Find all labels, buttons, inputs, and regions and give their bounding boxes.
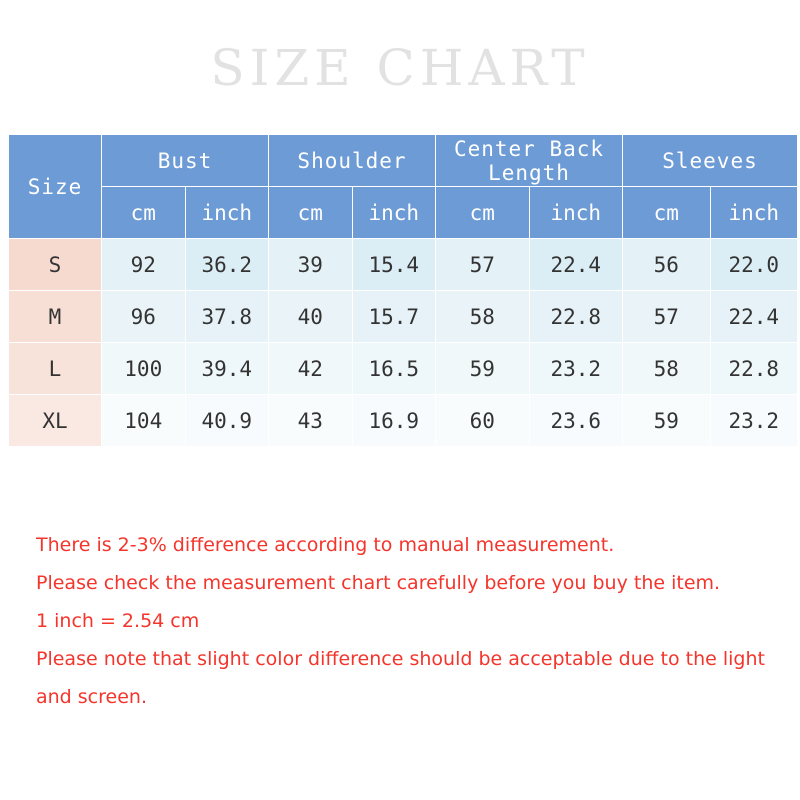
header-shoulder-cm: cm xyxy=(269,187,353,239)
header-bust-cm: cm xyxy=(102,187,186,239)
cell-cbl-cm: 59 xyxy=(436,343,530,395)
cell-cbl-cm: 57 xyxy=(436,239,530,291)
table-header-row-units xyxy=(9,187,798,239)
header-shoulder: Shoulder xyxy=(269,135,436,187)
header-center-back-length: Center Back Length xyxy=(436,135,623,187)
note-measurement-difference: There is 2-3% difference according to manual measurement. xyxy=(36,534,615,556)
row-size: S xyxy=(9,239,102,291)
row-size: XL xyxy=(9,395,102,447)
header-sleeves: Sleeves xyxy=(623,135,798,187)
cell-bust-inch: 37.8 xyxy=(185,291,269,343)
header-sleeves-cm: cm xyxy=(623,187,711,239)
header-shoulder-inch: inch xyxy=(352,187,436,239)
cell-bust-cm: 96 xyxy=(102,291,186,343)
notes-section xyxy=(36,526,776,716)
cell-sleeves-inch: 22.4 xyxy=(710,291,798,343)
cell-bust-inch: 36.2 xyxy=(185,239,269,291)
header-sleeves-inch: inch xyxy=(710,187,798,239)
cell-sleeves-inch: 22.8 xyxy=(710,343,798,395)
cell-sleeves-cm: 58 xyxy=(623,343,711,395)
table-row xyxy=(9,291,798,343)
table-row xyxy=(9,343,798,395)
cell-sleeves-cm: 56 xyxy=(623,239,711,291)
table-row xyxy=(9,239,798,291)
cell-shoulder-cm: 43 xyxy=(269,395,353,447)
cell-cbl-inch: 22.8 xyxy=(529,291,623,343)
row-size: M xyxy=(9,291,102,343)
cell-shoulder-cm: 42 xyxy=(269,343,353,395)
cell-sleeves-inch: 23.2 xyxy=(710,395,798,447)
cell-cbl-inch: 22.4 xyxy=(529,239,623,291)
table-header-row-groups xyxy=(9,135,798,187)
cell-shoulder-inch: 15.7 xyxy=(352,291,436,343)
cell-shoulder-inch: 16.5 xyxy=(352,343,436,395)
size-chart-table-wrapper xyxy=(8,134,792,447)
note-check-chart: Please check the measurement chart carefully before you buy the item. xyxy=(36,572,721,594)
table-row xyxy=(9,395,798,447)
cell-bust-cm: 100 xyxy=(102,343,186,395)
cell-sleeves-inch: 22.0 xyxy=(710,239,798,291)
cell-shoulder-inch: 15.4 xyxy=(352,239,436,291)
note-color-difference: Please note that slight color difference should be acceptable due to the light and screen. xyxy=(36,648,772,708)
cell-sleeves-cm: 59 xyxy=(623,395,711,447)
cell-sleeves-cm: 57 xyxy=(623,291,711,343)
cell-cbl-inch: 23.2 xyxy=(529,343,623,395)
cell-shoulder-cm: 40 xyxy=(269,291,353,343)
cell-cbl-inch: 23.6 xyxy=(529,395,623,447)
header-bust-inch: inch xyxy=(185,187,269,239)
header-bust: Bust xyxy=(102,135,269,187)
header-size: Size xyxy=(9,135,102,239)
note-inch-conversion: 1 inch = 2.54 cm xyxy=(36,610,200,632)
cell-bust-inch: 40.9 xyxy=(185,395,269,447)
size-chart-table xyxy=(8,134,798,447)
cell-shoulder-cm: 39 xyxy=(269,239,353,291)
header-cbl-inch: inch xyxy=(529,187,623,239)
cell-shoulder-inch: 16.9 xyxy=(352,395,436,447)
header-cbl-cm: cm xyxy=(436,187,530,239)
cell-cbl-cm: 58 xyxy=(436,291,530,343)
cell-cbl-cm: 60 xyxy=(436,395,530,447)
cell-bust-cm: 104 xyxy=(102,395,186,447)
row-size: L xyxy=(9,343,102,395)
cell-bust-cm: 92 xyxy=(102,239,186,291)
cell-bust-inch: 39.4 xyxy=(185,343,269,395)
page-title: SIZE CHART xyxy=(210,39,590,97)
